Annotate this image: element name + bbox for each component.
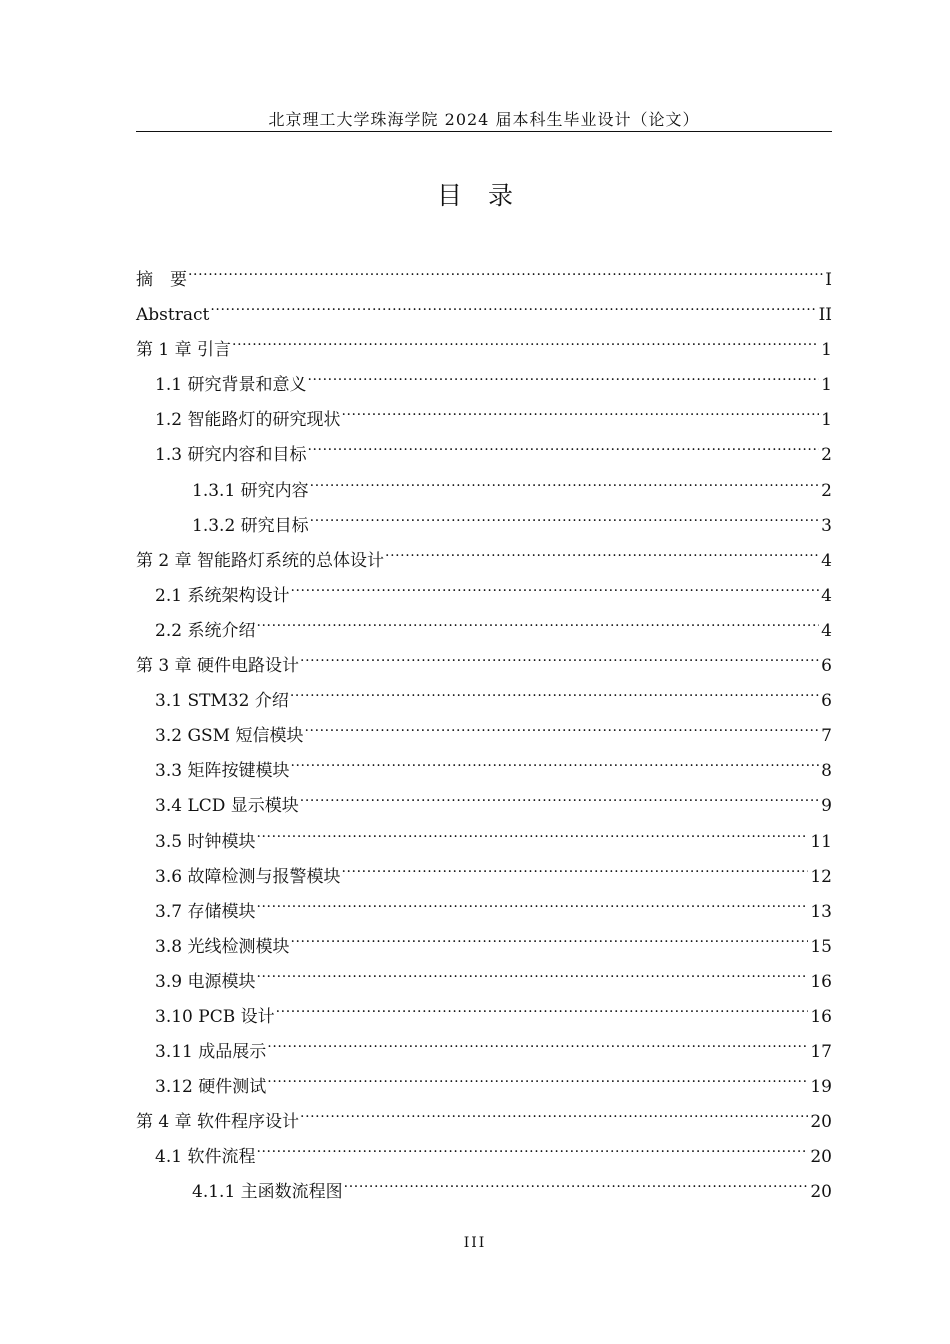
toc-entry-label: 3.2 GSM 短信模块 <box>155 726 304 747</box>
toc-entry-page: 11 <box>810 831 832 852</box>
page-number: III <box>463 1235 487 1251</box>
page-header: 北京理工大学珠海学院 2024 届本科生毕业设计（论文） <box>268 110 700 129</box>
toc-entry-page: II <box>818 305 832 326</box>
toc-entry-page: 16 <box>810 971 832 992</box>
toc-dot-leader <box>232 320 819 355</box>
toc-entry-page: 12 <box>810 866 832 887</box>
toc-entry[interactable] <box>136 285 832 326</box>
toc-entry-label: 3.11 成品展示 <box>155 1042 267 1063</box>
toc-dot-leader <box>290 741 819 776</box>
toc-entry-label: 2.1 系统架构设计 <box>155 585 290 606</box>
toc-dot-leader <box>256 952 808 987</box>
toc-entry-label: 3.9 电源模块 <box>155 971 256 992</box>
toc-entry-page: 1 <box>821 340 832 361</box>
toc-entry-page: 1 <box>821 410 832 431</box>
toc-dot-leader <box>188 250 823 285</box>
toc-dot-leader <box>300 776 819 811</box>
toc-entry-label: 1.2 智能路灯的研究现状 <box>155 410 341 431</box>
toc-entry-page: 19 <box>810 1077 832 1098</box>
toc-entry-label: 第 3 章 硬件电路设计 <box>136 656 300 677</box>
toc-entry[interactable] <box>136 250 832 290</box>
toc-entry-page: 2 <box>821 480 832 501</box>
toc-entry-label: 3.12 硬件测试 <box>155 1077 267 1098</box>
toc-entry-label: 1.3.1 研究内容 <box>192 480 309 501</box>
toc-entry-page: I <box>825 270 832 290</box>
toc-entry-page: 8 <box>821 761 832 782</box>
toc-dot-leader <box>210 285 816 320</box>
toc-dot-leader <box>267 1057 808 1092</box>
toc-dot-leader <box>267 1022 808 1057</box>
toc-entry-page: 4 <box>821 585 832 606</box>
toc-dot-leader <box>341 847 808 882</box>
toc-entry-page: 9 <box>821 796 832 817</box>
toc-entry-page: 4 <box>821 550 832 571</box>
toc-entry-page: 4 <box>821 620 832 641</box>
toc-dot-leader <box>256 601 819 636</box>
toc-dot-leader <box>256 812 808 847</box>
toc-entry-label: 3.4 LCD 显示模块 <box>155 796 299 817</box>
toc-entry-page: 1 <box>821 375 832 396</box>
toc-entry[interactable] <box>136 320 832 361</box>
toc-dot-leader <box>300 1092 808 1127</box>
toc-dot-leader <box>256 882 808 917</box>
toc-entry-label: 4.1.1 主函数流程图 <box>192 1182 343 1203</box>
toc-dot-leader <box>276 987 809 1022</box>
toc-entry-page: 6 <box>821 691 832 712</box>
toc-entry-page: 13 <box>810 901 832 922</box>
table-of-contents <box>136 250 832 1203</box>
toc-entry-page: 2 <box>821 445 832 466</box>
toc-entry[interactable] <box>136 355 832 396</box>
toc-entry-page: 16 <box>810 1006 832 1027</box>
toc-entry-label: 第 4 章 软件程序设计 <box>136 1112 300 1133</box>
toc-entry-label: 摘 要 <box>136 270 187 290</box>
toc-entry-label: Abstract <box>136 305 210 326</box>
toc-dot-leader <box>290 671 819 706</box>
toc-entry-page: 17 <box>810 1042 832 1063</box>
toc-dot-leader <box>290 917 808 952</box>
toc-entry-page: 20 <box>810 1112 832 1133</box>
toc-entry-label: 第 1 章 引言 <box>136 340 232 361</box>
toc-entry-label: 3.1 STM32 介绍 <box>155 691 289 712</box>
toc-dot-leader <box>256 1127 808 1162</box>
toc-dot-leader <box>310 461 820 496</box>
toc-entry-page: 20 <box>810 1182 832 1203</box>
toc-entry-page: 20 <box>810 1147 832 1168</box>
toc-entry-label: 1.1 研究背景和意义 <box>155 375 307 396</box>
toc-entry-label: 3.8 光线检测模块 <box>155 936 290 957</box>
toc-dot-leader <box>290 566 819 601</box>
toc-entry-label: 1.3.2 研究目标 <box>192 515 309 536</box>
toc-entry-label: 第 2 章 智能路灯系统的总体设计 <box>136 550 385 571</box>
toc-entry-label: 1.3 研究内容和目标 <box>155 445 307 466</box>
toc-dot-leader <box>344 1162 809 1197</box>
toc-entry-label: 3.7 存储模块 <box>155 901 256 922</box>
toc-entry-page: 7 <box>821 726 832 747</box>
toc-dot-leader <box>304 706 819 741</box>
toc-entry-label: 2.2 系统介绍 <box>155 620 256 641</box>
toc-dot-leader <box>307 355 819 390</box>
toc-entry-label: 3.5 时钟模块 <box>155 831 256 852</box>
toc-entry-page: 3 <box>821 515 832 536</box>
toc-entry-page: 6 <box>821 656 832 677</box>
toc-entry-label: 4.1 软件流程 <box>155 1147 256 1168</box>
toc-entry-label: 3.6 故障检测与报警模块 <box>155 866 341 887</box>
toc-dot-leader <box>385 531 819 566</box>
toc-dot-leader <box>307 425 819 460</box>
toc-entry-label: 3.3 矩阵按键模块 <box>155 761 290 782</box>
toc-entry-page: 15 <box>810 936 832 957</box>
toc-title: 目录 <box>436 181 539 210</box>
toc-entry-label: 3.10 PCB 设计 <box>155 1006 275 1027</box>
toc-dot-leader <box>341 390 819 425</box>
toc-dot-leader <box>310 496 820 531</box>
toc-dot-leader <box>300 636 819 671</box>
header-rule <box>136 131 832 132</box>
